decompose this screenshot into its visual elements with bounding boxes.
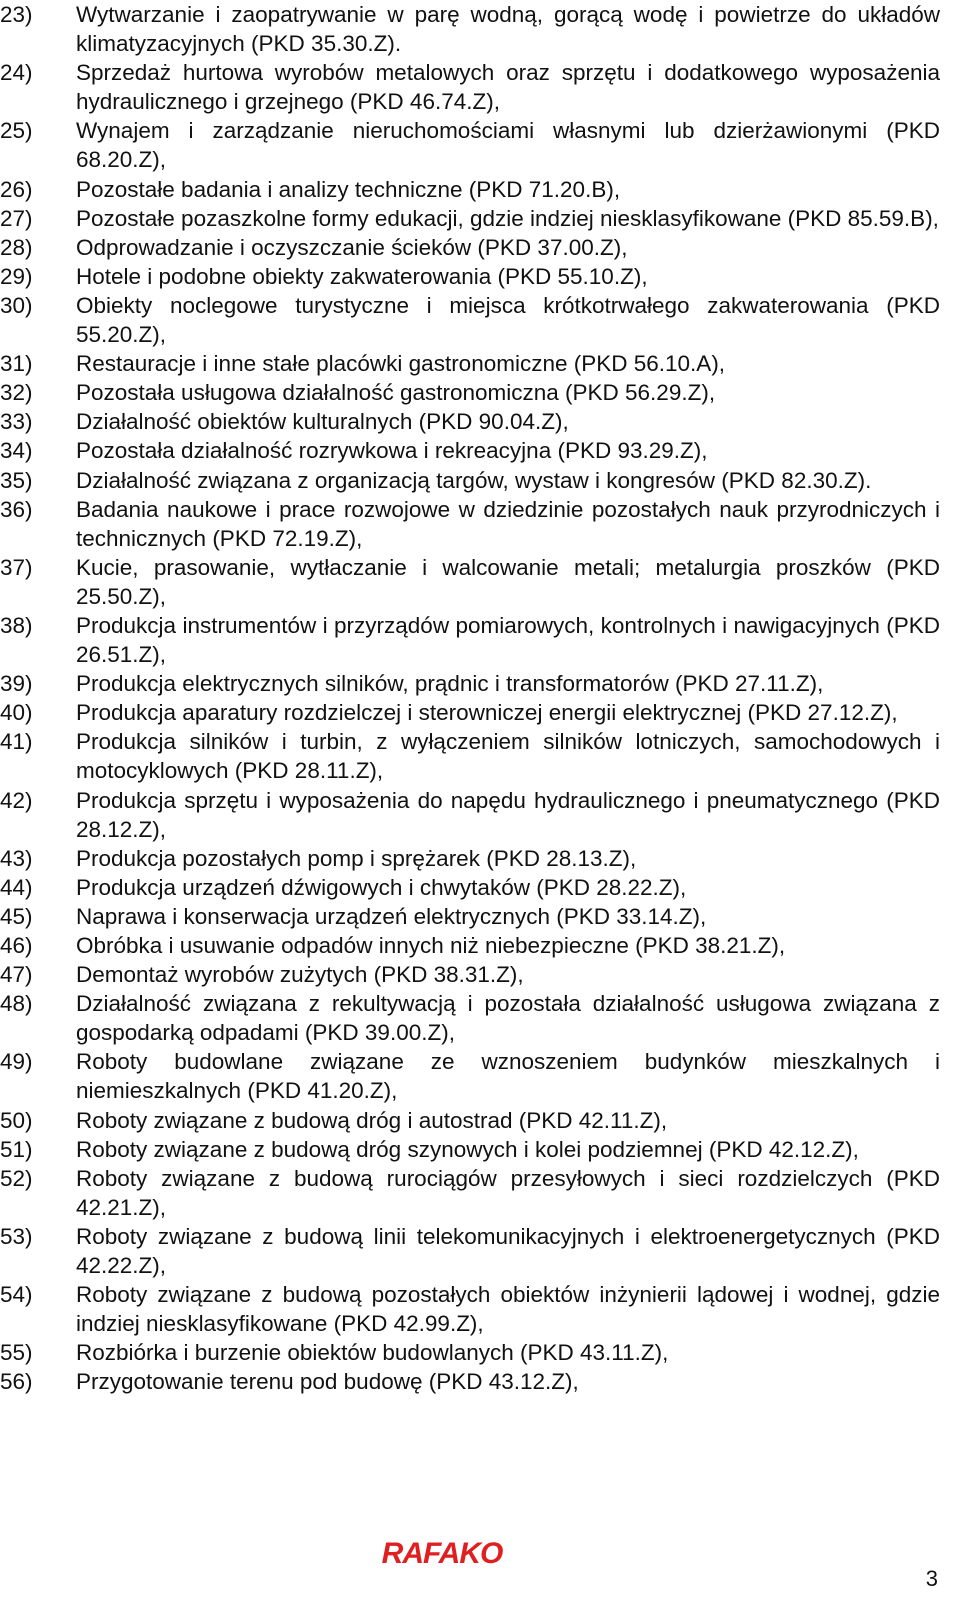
list-item-number: 39) (0, 671, 33, 697)
list-item-number: 25) (0, 118, 33, 144)
list-item-number: 37) (0, 554, 33, 580)
list-item (0, 116, 960, 174)
list-item-text: Roboty związane z budową pozostałych obiektów inżynierii lądowej i wodnej, gdzie indziej niesklasyfikowane (PKD 42.99.Z), (76, 1282, 940, 1337)
list-item (0, 204, 960, 233)
list-item (0, 175, 960, 204)
list-item (0, 495, 960, 553)
list-item-text: Hotele i podobne obiekty zakwaterowania (PKD 55.10.Z), (76, 263, 648, 289)
list-item-number: 46) (0, 933, 33, 958)
list-item (0, 466, 960, 495)
list-item (0, 1164, 960, 1222)
list-item-number: 26) (0, 176, 33, 202)
list-item-text: Roboty związane z budową linii telekomunikacyjnych i elektroenergetycznych (PKD 42.22.Z), (76, 1223, 940, 1279)
list-item-text: Działalność obiektów kulturalnych (PKD 90.04.Z), (76, 409, 569, 435)
list-item (0, 378, 960, 407)
list-item-text: Pozostałe pozaszkolne formy edukacji, gdzie indziej niesklasyfikowane (PKD 85.59.B), (76, 205, 939, 231)
list-item (0, 902, 960, 931)
list-item-number: 29) (0, 263, 33, 289)
logo-text: RAFAKO (381, 1537, 503, 1568)
list-item (0, 349, 960, 378)
list-item-text: Produkcja aparatury rozdzielczej i sterowniczej energii elektrycznej (PKD 27.12.Z), (76, 700, 898, 726)
list-item (0, 1222, 960, 1280)
list-item (0, 844, 960, 873)
list-item-text: Produkcja urządzeń dźwigowych i chwytaków (PKD 28.22.Z), (76, 874, 687, 900)
list-item-text: Wynajem i zarządzanie nieruchomościami własnymi lub dzierżawionymi (PKD 68.20.Z), (76, 118, 940, 173)
list-item (0, 1135, 960, 1164)
list-item-number: 43) (0, 845, 33, 871)
list-item (0, 291, 960, 349)
list-item-number: 51) (0, 1136, 33, 1162)
list-item-number: 33) (0, 409, 33, 435)
list-item (0, 407, 960, 436)
list-item (0, 436, 960, 465)
list-item (0, 262, 960, 291)
list-item-number: 54) (0, 1282, 33, 1308)
list-item-number: 48) (0, 991, 33, 1017)
page-number: 3 (925, 1566, 938, 1591)
list-item (0, 1367, 960, 1396)
list-item-number: 38) (0, 612, 33, 638)
list-item-text: Przygotowanie terenu pod budowę (PKD 43.12.Z), (76, 1369, 579, 1395)
list-item (0, 960, 960, 989)
list-item-number: 35) (0, 467, 33, 493)
list-item (0, 873, 960, 902)
list-item (0, 698, 960, 727)
list-item-text: Badania naukowe i prace rozwojowe w dziedzinie pozostałych nauk przyrodniczych i technicznych (PKD 72.19.Z), (76, 496, 940, 551)
list-item (0, 58, 960, 116)
list-item (0, 727, 960, 785)
list-item-number: 31) (0, 351, 33, 377)
list-item-number: 36) (0, 496, 33, 522)
list-item-text: Roboty związane z budową rurociągów przesyłowych i sieci rozdzielczych (PKD 42.21.Z), (76, 1165, 940, 1220)
list-item-text: Obiekty noclegowe turystyczne i miejsca krótkotrwałego zakwaterowania (PKD 55.20.Z), (76, 292, 940, 348)
list-item-number: 52) (0, 1165, 33, 1191)
list-item-text: Wytwarzanie i zaopatrywanie w parę wodną, gorącą wodę i powietrze do układów klimatyzacyjnych (PKD 35.30.Z). (76, 2, 940, 57)
list-item-text: Działalność związana z rekultywacją i pozostała działalność usługowa związana z gospodarką odpadami (PKD 39.00.Z), (76, 991, 940, 1046)
list-item-text: Rozbiórka i burzenie obiektów budowlanych (PKD 43.11.Z), (76, 1340, 669, 1366)
list-item-text: Produkcja elektrycznych silników, prądnic i transformatorów (PKD 27.11.Z), (76, 671, 824, 697)
list-item-number: 44) (0, 874, 33, 900)
list-item-number: 32) (0, 380, 33, 406)
list-item-number: 28) (0, 234, 33, 260)
list-item-number: 23) (0, 2, 33, 27)
list-item-number: 56) (0, 1369, 33, 1395)
list-item-number: 55) (0, 1340, 33, 1366)
list-item (0, 786, 960, 844)
list-item-text: Pozostałe badania i analizy techniczne (PKD 71.20.B), (76, 176, 621, 202)
list-item-text: Odprowadzanie i oczyszczanie ścieków (PKD 37.00.Z), (76, 234, 628, 260)
list-item-number: 50) (0, 1107, 33, 1133)
list-item-number: 41) (0, 729, 33, 755)
list-item-text: Naprawa i konserwacja urządzeń elektrycznych (PKD 33.14.Z), (76, 903, 707, 929)
list-item-text: Produkcja sprzętu i wyposażenia do napędu hydraulicznego i pneumatycznego (PKD 28.12.Z), (76, 787, 940, 842)
list-item (0, 1106, 960, 1135)
list-item-number: 30) (0, 292, 33, 318)
list-item-text: Roboty związane z budową dróg i autostrad (PKD 42.11.Z), (76, 1107, 668, 1133)
list-item-text: Działalność związana z organizacją targów, wystaw i kongresów (PKD 82.30.Z). (76, 467, 872, 493)
list-item (0, 553, 960, 611)
list-item (0, 1047, 960, 1105)
list-item-text: Obróbka i usuwanie odpadów innych niż niebezpieczne (PKD 38.21.Z), (76, 933, 786, 958)
list-item (0, 1338, 960, 1367)
list-item-text: Kucie, prasowanie, wytłaczanie i walcowanie metali; metalurgia proszków (PKD 25.50.Z), (76, 554, 940, 609)
list-item-text: Pozostała działalność rozrywkowa i rekreacyjna (PKD 93.29.Z), (76, 438, 708, 464)
list-item (0, 989, 960, 1047)
list-item (0, 611, 960, 669)
list-item-number: 40) (0, 700, 33, 726)
list-item-text: Sprzedaż hurtowa wyrobów metalowych oraz sprzętu i dodatkowego wyposażenia hydraulicznego i grzejnego (PKD 46.74.Z), (76, 60, 940, 115)
list-item-text: Produkcja pozostałych pomp i sprężarek (PKD 28.13.Z), (76, 845, 637, 871)
list-item (0, 1280, 960, 1338)
list-item-number: 27) (0, 205, 33, 231)
list-item-number: 53) (0, 1223, 33, 1249)
list-item-text: Restauracje i inne stałe placówki gastronomiczne (PKD 56.10.A), (76, 351, 726, 377)
list-item-text: Produkcja silników i turbin, z wyłączeniem silników lotniczych, samochodowych i motocyklowych (PKD 28.11.Z), (76, 729, 940, 784)
list-item (0, 931, 960, 960)
list-item-text: Roboty związane z budową dróg szynowych i kolei podziemnej (PKD 42.12.Z), (76, 1136, 859, 1162)
list-item (0, 669, 960, 698)
list-item-number: 34) (0, 438, 33, 464)
list-item-text: Produkcja instrumentów i przyrządów pomiarowych, kontrolnych i nawigacyjnych (PKD 26.51.Z), (76, 612, 940, 668)
list-item-text: Pozostała usługowa działalność gastronomiczna (PKD 56.29.Z), (76, 380, 716, 406)
list-item-text: Roboty budowlane związane ze wznoszeniem budynków mieszkalnych i niemieszkalnych (PKD 41.20.Z), (76, 1049, 940, 1104)
list-item-number: 42) (0, 787, 33, 813)
list-item-text: Demontaż wyrobów zużytych (PKD 38.31.Z), (76, 962, 524, 988)
list-item (0, 233, 960, 262)
list-item-number: 49) (0, 1049, 33, 1075)
rafako-logo (380, 1536, 504, 1568)
list-item-number: 24) (0, 60, 33, 86)
list-item-number: 45) (0, 903, 33, 929)
list-item-number: 47) (0, 962, 33, 988)
list-item (0, 0, 960, 58)
